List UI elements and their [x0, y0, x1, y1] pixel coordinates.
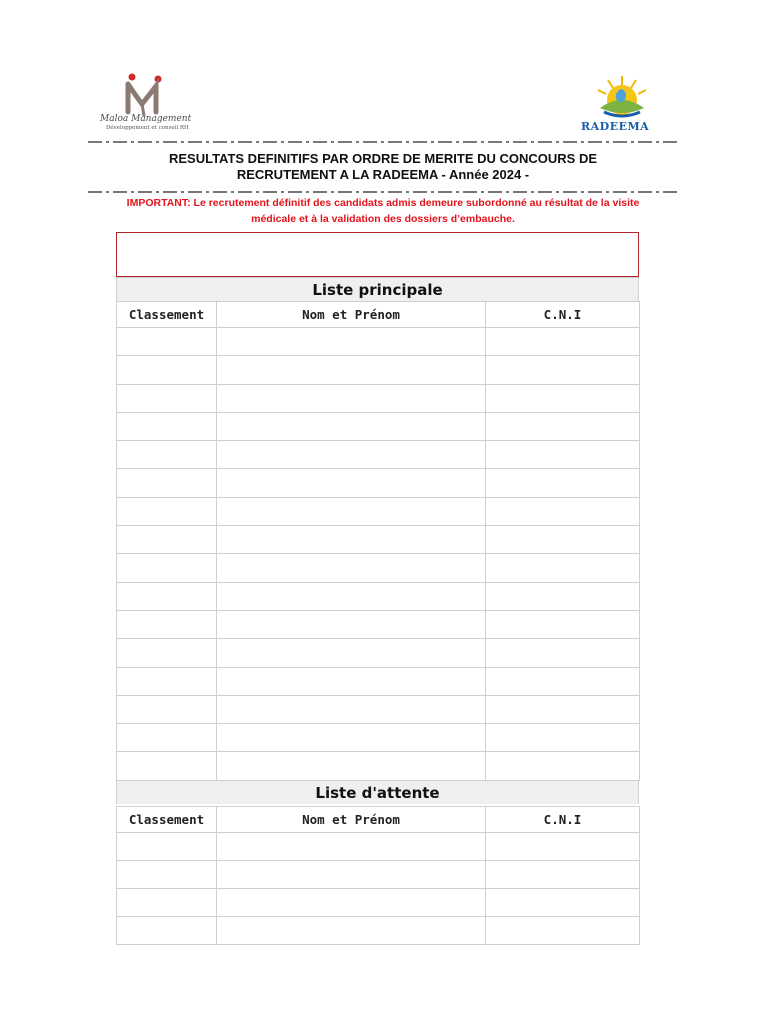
important-text: Le recrutement définitif des candidats admis demeure subordonné au résultat de la visite médicale et à la validation des dossiers d’embauche.	[193, 197, 640, 225]
classement-cell	[117, 639, 217, 667]
table-row	[117, 526, 640, 554]
nom-prenom-cell	[217, 384, 486, 412]
cni-cell	[486, 441, 640, 469]
cni-cell	[486, 861, 640, 889]
cni-cell	[486, 582, 640, 610]
cni-cell	[486, 384, 640, 412]
cni-cell	[486, 917, 640, 945]
classement-cell	[117, 526, 217, 554]
classement-cell	[117, 752, 217, 780]
classement-cell	[117, 384, 217, 412]
column-header-classement: Classement	[117, 302, 217, 328]
classement-cell	[117, 328, 217, 356]
nom-prenom-cell	[217, 526, 486, 554]
classement-cell	[117, 861, 217, 889]
nom-prenom-cell	[217, 469, 486, 497]
maloa-management-logo	[92, 70, 207, 138]
table-row	[117, 752, 640, 780]
radeema-sun-icon	[578, 72, 674, 122]
waiting-list-title: Liste d'attente	[116, 780, 639, 804]
nom-prenom-cell	[217, 610, 486, 638]
header-divider-bottom	[88, 190, 678, 194]
cni-cell	[486, 833, 640, 861]
page-title	[88, 151, 678, 183]
maloa-logo-tagline: Développement et conseil RH	[106, 125, 189, 131]
table-row	[117, 497, 640, 525]
main-list-header-row	[117, 302, 640, 328]
radeema-logo	[578, 72, 674, 140]
table-row	[117, 582, 640, 610]
table-row	[117, 469, 640, 497]
cni-cell	[486, 356, 640, 384]
table-row	[117, 441, 640, 469]
classement-cell	[117, 610, 217, 638]
classement-cell	[117, 412, 217, 440]
classement-cell	[117, 441, 217, 469]
table-row	[117, 554, 640, 582]
cni-cell	[486, 526, 640, 554]
important-notice	[108, 195, 658, 227]
table-row	[117, 917, 640, 945]
main-list-body	[117, 328, 640, 781]
classement-cell	[117, 889, 217, 917]
table-row	[117, 639, 640, 667]
waiting-list-body	[117, 833, 640, 945]
cni-cell	[486, 889, 640, 917]
column-header-nom-prenom: Nom et Prénom	[217, 302, 486, 328]
cni-cell	[486, 752, 640, 780]
cni-cell	[486, 554, 640, 582]
classement-cell	[117, 917, 217, 945]
classement-cell	[117, 469, 217, 497]
nom-prenom-cell	[217, 833, 486, 861]
important-label: IMPORTANT:	[126, 197, 191, 209]
cni-cell	[486, 724, 640, 752]
nom-prenom-cell	[217, 441, 486, 469]
main-list-table	[116, 301, 640, 781]
nom-prenom-cell	[217, 724, 486, 752]
waiting-list-table	[116, 806, 640, 945]
table-row	[117, 861, 640, 889]
table-row	[117, 724, 640, 752]
page-title-line2	[88, 167, 678, 183]
column-header-classement: Classement	[117, 807, 217, 833]
table-row	[117, 412, 640, 440]
nom-prenom-cell	[217, 356, 486, 384]
cni-cell	[486, 667, 640, 695]
table-row	[117, 667, 640, 695]
classement-cell	[117, 833, 217, 861]
nom-prenom-cell	[217, 328, 486, 356]
classement-cell	[117, 356, 217, 384]
classement-cell	[117, 695, 217, 723]
cni-cell	[486, 695, 640, 723]
classement-cell	[117, 582, 217, 610]
cni-cell	[486, 610, 640, 638]
waiting-list-header-row	[117, 807, 640, 833]
column-header-nom-prenom: Nom et Prénom	[217, 807, 486, 833]
nom-prenom-cell	[217, 917, 486, 945]
cni-cell	[486, 639, 640, 667]
nom-prenom-cell	[217, 412, 486, 440]
classement-cell	[117, 724, 217, 752]
table-row	[117, 695, 640, 723]
page-title-line2-text: RECRUTEMENT A LA RADEEMA -	[236, 167, 446, 182]
nom-prenom-cell	[217, 695, 486, 723]
table-row	[117, 889, 640, 917]
classement-cell	[117, 497, 217, 525]
nom-prenom-cell	[217, 582, 486, 610]
nom-prenom-cell	[217, 667, 486, 695]
empty-header-box	[116, 232, 639, 277]
radeema-logo-name: RADEEMA	[581, 120, 650, 133]
table-row	[117, 384, 640, 412]
nom-prenom-cell	[217, 497, 486, 525]
cni-cell	[486, 469, 640, 497]
table-row	[117, 328, 640, 356]
nom-prenom-cell	[217, 554, 486, 582]
maloa-logo-name: Maloa Management	[100, 114, 192, 124]
page-title-year: Année 2024 -	[448, 167, 530, 182]
nom-prenom-cell	[217, 889, 486, 917]
table-row	[117, 356, 640, 384]
table-row	[117, 833, 640, 861]
classement-cell	[117, 554, 217, 582]
header-divider-top	[88, 140, 678, 144]
table-row	[117, 610, 640, 638]
page-title-line1: RESULTATS DEFINITIFS PAR ORDRE DE MERITE DU CONCOURS DE	[168, 151, 598, 166]
cni-cell	[486, 497, 640, 525]
nom-prenom-cell	[217, 639, 486, 667]
cni-cell	[486, 328, 640, 356]
column-header-cni: C.N.I	[486, 302, 640, 328]
column-header-cni: C.N.I	[486, 807, 640, 833]
main-list-title: Liste principale	[116, 277, 639, 301]
classement-cell	[117, 667, 217, 695]
nom-prenom-cell	[217, 752, 486, 780]
nom-prenom-cell	[217, 861, 486, 889]
cni-cell	[486, 412, 640, 440]
